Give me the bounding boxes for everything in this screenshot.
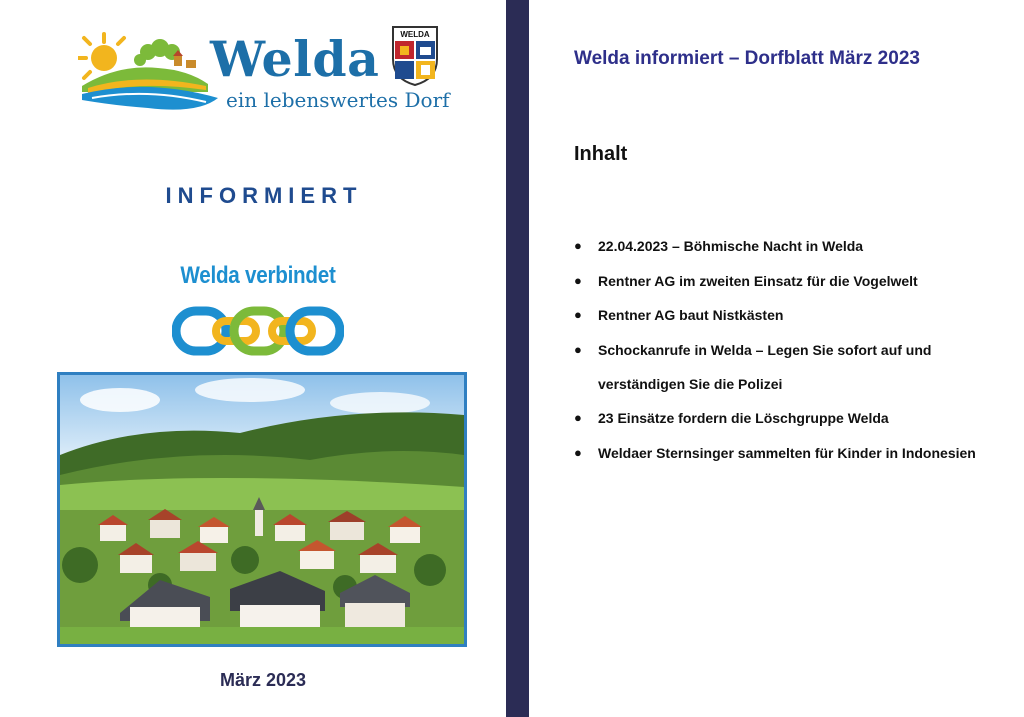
- bullet-icon: ●: [574, 238, 582, 253]
- sun-landscape-icon: [78, 28, 218, 114]
- crest-label: WELDA: [400, 30, 430, 39]
- contents-list: [574, 236, 1014, 477]
- coat-of-arms-icon: [391, 25, 439, 87]
- cover-page: [0, 0, 506, 717]
- village-photo: [57, 372, 467, 647]
- bullet-icon: ●: [574, 444, 582, 460]
- list-item: [574, 305, 1014, 325]
- list-item: [574, 340, 1014, 394]
- list-item-text: Schockanrufe in Welda – Legen Sie sofort auf und: [598, 341, 932, 358]
- bullet-icon: ●: [574, 272, 582, 288]
- list-item: [574, 408, 1014, 428]
- list-item-text: Weldaer Sternsinger sammelten für Kinder in Indonesien: [598, 444, 976, 461]
- contents-heading: Inhalt: [574, 143, 628, 165]
- list-item: [574, 443, 1014, 463]
- cover-informiert-heading: INFORMIERT: [165, 183, 363, 208]
- list-item-continuation: verständigen Sie die Polizei: [598, 375, 783, 392]
- cover-slogan: Welda verbindet: [180, 262, 336, 289]
- list-item-text: 22.04.2023 – Böhmische Nacht in Welda: [598, 238, 864, 254]
- cover-date: März 2023: [219, 670, 307, 690]
- list-item-text: Rentner AG baut Nistkästen: [598, 307, 784, 323]
- list-item: [574, 236, 1014, 256]
- bullet-icon: ●: [574, 341, 582, 357]
- newsletter-title: Welda informiert – Dorfblatt März 2023: [574, 48, 920, 69]
- list-item-text: Rentner AG im zweiten Einsatz für die Vogelwelt: [598, 272, 918, 289]
- chain-links-icon: [172, 303, 344, 359]
- list-item-text: 23 Einsätze fordern die Löschgruppe Welda: [598, 410, 889, 426]
- bullet-icon: ●: [574, 307, 582, 322]
- page-divider-bar: [506, 0, 529, 717]
- list-item: [574, 271, 1014, 291]
- bullet-icon: ●: [574, 410, 582, 425]
- logo-wordmark: Welda: [210, 30, 380, 88]
- logo-tagline: ein lebenswertes Dorf: [226, 88, 450, 112]
